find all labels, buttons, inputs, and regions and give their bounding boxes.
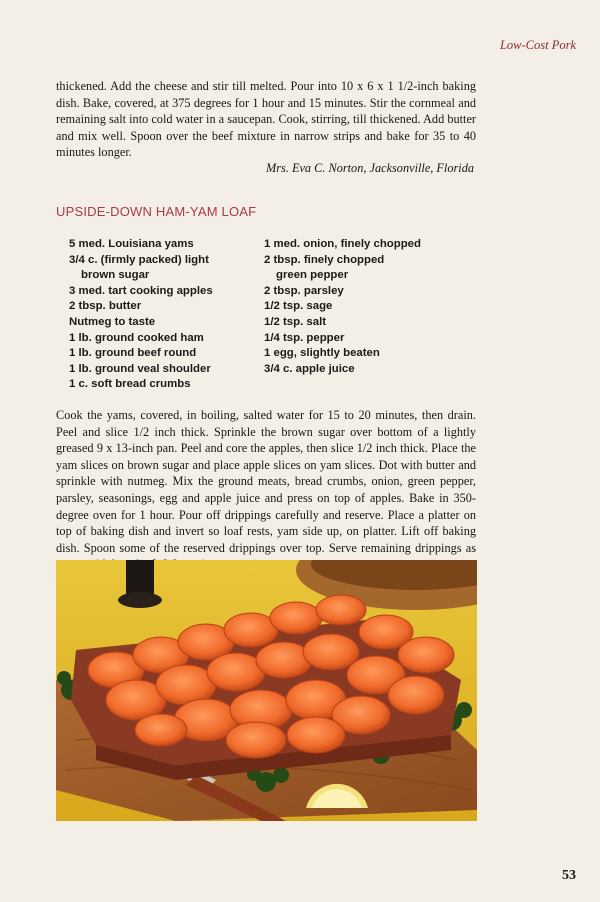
- ingredient-item: 3/4 c. apple juice: [264, 362, 355, 375]
- page-number: 53: [562, 868, 576, 883]
- ingredient-item: 2 tbsp. butter: [69, 300, 142, 313]
- ingredient-item: 1 lb. ground veal shoulder: [69, 362, 211, 375]
- ham-yam-loaf-photo: [56, 560, 477, 821]
- ingredient-item: 5 med. Louisiana yams: [69, 238, 194, 250]
- ingredient-item: 1 lb. ground beef round: [69, 347, 197, 360]
- ingredient-item: 1/4 tsp. pepper: [264, 331, 345, 344]
- ingredient-item: 3 med. tart cooking apples: [69, 284, 213, 297]
- ingredient-item: Nutmeg to taste: [69, 315, 156, 328]
- ingredient-item: 1/2 tsp. salt: [264, 315, 327, 328]
- ingredient-item: green pepper: [276, 269, 349, 282]
- recipe-directions: Cook the yams, covered, in boiling, salted water for 15 to 20 minutes, then drain. Peel and slice 1/2 inch thick. Sprinkle the brown sugar over bottom of a lightly greased 9 x 13-inch pan. Peel and core the apples, then slice 1/2 inch thick. Place the yam slices on brown sugar and place apple slices on yam slices. Dot with butter and sprinkle with nutmeg. Mix the ground meats, bread crumbs, onion, green pepper, parsley, seasonings, egg and apple juice and press on top of apples. Bake in 350-degree oven for 1 hour. Pour off drippings carefully and reserve. Place a platter on top of baking dish and invert so loaf rests, yam side up, on platter. Lift off baking dish. Spoon some of the reserved drippings over top. Serve remaining drippings as: [56, 408, 476, 555]
- ingredient-item: brown sugar: [81, 269, 150, 282]
- section-header: Low-Cost Pork: [499, 38, 576, 52]
- recipe-title: UPSIDE-DOWN HAM-YAM LOAF: [56, 204, 257, 219]
- ingredient-item: 2 tbsp. parsley: [264, 284, 344, 297]
- ingredient-item: 3/4 c. (firmly packed) light: [69, 253, 209, 266]
- ingredient-item: 1 egg, slightly beaten: [264, 347, 380, 360]
- ingredient-item: 1/2 tsp. sage: [264, 300, 333, 313]
- previous-recipe-text: thickened. Add the cheese and stir till melted. Pour into 10 x 6 x 1 1/2-inch baking dish. Bake, covered, at 375 degrees for 1 hour and 15 minutes. Stir the cornmeal and remaining salt into cold water in a saucepan. Cook, stirring, till thickened. Add butter and mix well. Spoon over the beef mixture in narrow strips and bake for 35 to 40 minutes longer.: [56, 79, 476, 159]
- ingredient-item: 1 med. onion, finely chopped: [264, 238, 421, 250]
- ingredient-item: 1 c. soft bread crumbs: [69, 378, 191, 391]
- ingredients-right-column: [264, 237, 464, 377]
- ingredient-item: 2 tbsp. finely chopped: [264, 253, 385, 266]
- recipe-credit: Mrs. Eva C. Norton, Jacksonville, Florida: [266, 161, 474, 175]
- ingredients-left-column: [69, 237, 259, 393]
- ingredient-item: 1 lb. ground cooked ham: [69, 331, 204, 344]
- food-photo-illustration: [56, 560, 477, 821]
